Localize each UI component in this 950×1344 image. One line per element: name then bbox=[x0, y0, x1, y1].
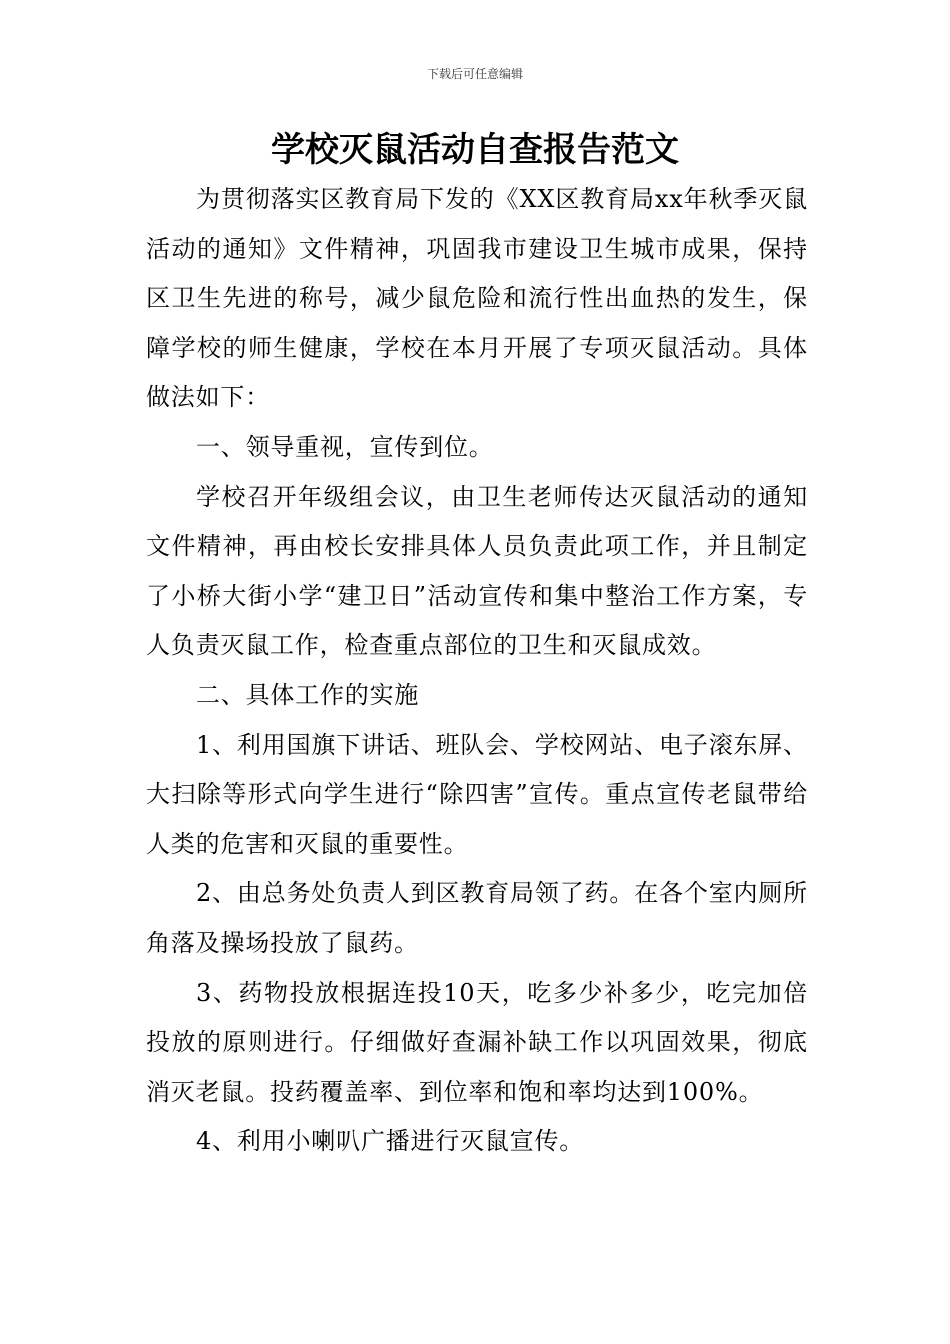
section-heading-2: 二、具体工作的实施 bbox=[196, 680, 420, 709]
paragraph-section-1: 学校召开年级组会议，由卫生老师传达灭鼠活动的通知文件精神，再由校长安排具体人员负责此项工作，并且制定了小桥大街小学“建卫日”活动宣传和集中整治工作方案，专人负责灭鼠工作，检查重点部位的卫生和灭鼠成效。 bbox=[146, 482, 808, 660]
paragraph-intro: 为贯彻落实区教育局下发的《XX区教育局xx年秋季灭鼠活动的通知》文件精神，巩固我市建设卫生城市成果，保持区卫生先进的称号，减少鼠危险和流行性出血热的发生，保障学校的师生健康，学校在本月开展了专项灭鼠活动。具体做法如下： bbox=[146, 185, 808, 412]
section-heading-1: 一、领导重视，宣传到位。 bbox=[196, 432, 494, 461]
header-note: 下载后可任意编辑 bbox=[426, 67, 523, 81]
list-item-3: 3、药物投放根据连投10天，吃多少补多少，吃完加倍投放的原则进行。仔细做好查漏补缺工作以巩固效果，彻底消灭老鼠。投药覆盖率、到位率和饱和率均达到100%。 bbox=[146, 978, 808, 1106]
list-item-4: 4、利用小喇叭广播进行灭鼠宣传。 bbox=[196, 1127, 585, 1156]
list-item-1: 1、利用国旗下讲话、班队会、学校网站、电子滚东屏、大扫除等形式向学生进行“除四害”宣传。重点宣传老鼠带给人类的危害和灭鼠的重要性。 bbox=[146, 730, 808, 858]
document-title: 学校灭鼠活动自查报告范文 bbox=[271, 130, 679, 170]
document-body bbox=[146, 175, 808, 1167]
list-item-2: 2、由总务处负责人到区教育局领了药。在各个室内厕所角落及操场投放了鼠药。 bbox=[146, 879, 808, 957]
